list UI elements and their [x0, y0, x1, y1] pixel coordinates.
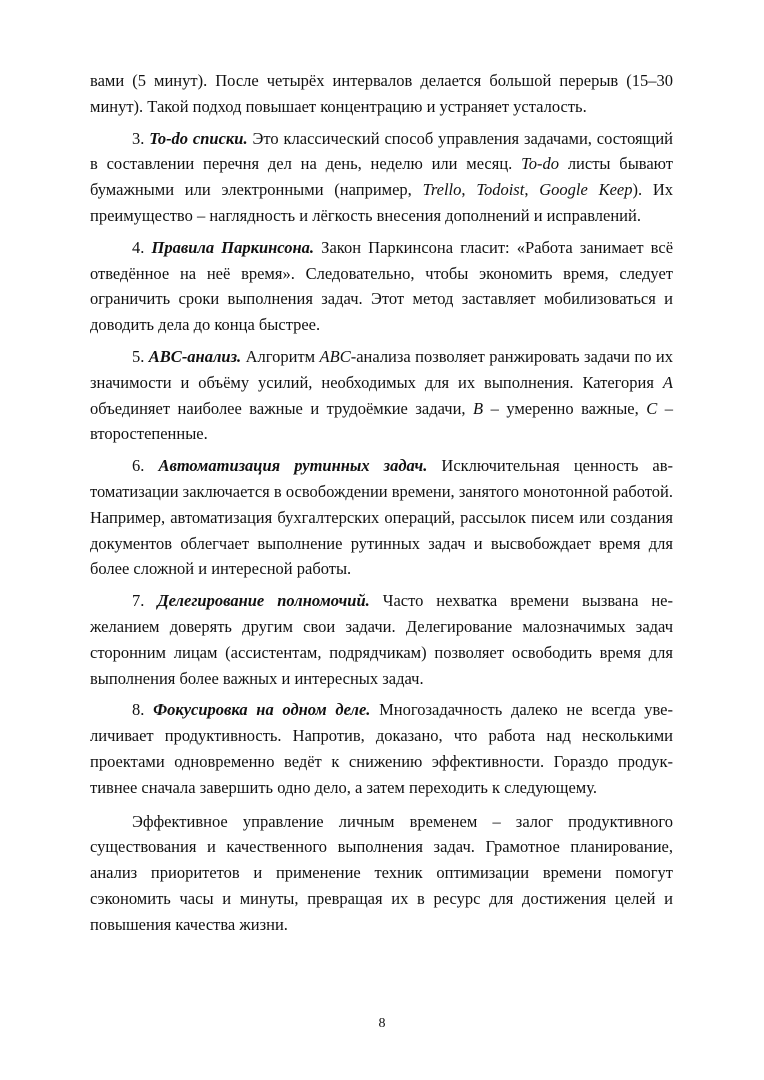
paragraph-text: Это классический способ управления задачами, состоящий в составлении перечня дел на день, неделю или месяц.	[90, 128, 673, 174]
paragraph-text: ). Их преимущество – наглядность и лёгкость внесения дополнений и исправлений.	[90, 180, 674, 225]
paragraph-delegation	[90, 588, 673, 691]
italic-term: C	[646, 398, 658, 418]
italic-term: Trello	[422, 180, 462, 200]
item-title: ABC-анализ.	[148, 346, 242, 366]
paragraph-text: Алгоритм	[245, 346, 316, 366]
paragraph-automation	[90, 453, 673, 582]
item-number: 3.	[132, 128, 145, 148]
paragraph-text: Закон Паркинсона гласит: «Работа занимает всё отведённое на неё время». Следовательно, чтобы экономить время, следует ограничить сроки выполнения задач. Этот метод заставляет мобилизоваться и доводить дела до конца быстрее.	[90, 237, 674, 335]
item-title: Фокусировка на одном деле.	[153, 700, 371, 720]
paragraph-text: Часто нехватка времени вызвана нежеланием доверять другим свои задачи. Делегирование малозначимых задач сторонним лицам (ассистентам, подрядчикам) позволяет освободить время для выполнения более важных и интересных задач.	[90, 591, 674, 688]
paragraph-text: ,	[461, 180, 466, 200]
item-title: Правила Паркинсона.	[151, 237, 315, 257]
paragraph-conclusion	[90, 809, 673, 938]
item-number: 7.	[132, 591, 145, 611]
paragraph-text: Эффективное управление личным временем – залог продуктивного существования и качественного выполнения задач. Грамотное планирование, анализ приоритетов и применение техник оптимизации времени помогут сэкономить часы и минуты, превращая их в ресурс для достижения целей и повышения качества жизни.	[90, 811, 673, 934]
italic-term: Google Keep	[539, 180, 633, 200]
paragraph-todo-lists	[90, 126, 673, 229]
italic-term: ABC	[319, 346, 351, 366]
page-number: 8	[378, 1016, 386, 1031]
body-text	[90, 68, 673, 938]
paragraph-text: Многозадачность далеко не всегда увеличивает продуктивность. Напротив, доказано, что работа над несколькими проектами одновременно ведёт к снижению эффективности. Гораздо продуктивнее сначала завершить одно дело, а затем переходить к следующему.	[90, 700, 674, 797]
item-title: Автоматизация рутинных задач.	[158, 456, 428, 476]
item-number: 8.	[132, 700, 145, 720]
paragraph-text: – второстепенные.	[90, 398, 673, 444]
paragraph-text: объединяет наиболее важные и трудоёмкие задачи,	[90, 398, 466, 418]
paragraph-text: листы бывают бумажными или электронными (например,	[90, 154, 674, 200]
paragraph-text: -анализа позволяет ранжировать задачи по их значимости и объёму усилий, необходимых для их выполнения. Категория	[90, 346, 674, 392]
item-number: 5.	[132, 346, 145, 366]
paragraph-abc-analysis	[90, 344, 673, 447]
italic-term: To-do	[521, 154, 560, 174]
italic-term: A	[662, 372, 673, 392]
paragraph-continuation	[90, 68, 673, 120]
paragraph-text: – умеренно важные,	[490, 398, 639, 418]
item-number: 4.	[132, 237, 145, 257]
italic-term: Todoist	[476, 180, 525, 200]
item-number: 6.	[132, 456, 145, 476]
paragraph-text: Исключительная ценность автоматизации заключается в освобождении времени, занятого монотонной работой. Например, автоматизация бухгалтерских операций, рассылок писем или создания документов облегчает выполнение рутинных задач и высвобождает время для более сложной и интересной работы.	[90, 456, 674, 579]
item-title: To-do списки.	[149, 128, 248, 148]
paragraph-text: ,	[524, 180, 529, 200]
paragraph-parkinson	[90, 235, 673, 338]
paragraph-text: вами (5 минут). После четырёх интервалов делается большой перерыв (15–30 минут). Такой подход повышает концентрацию и устраняет усталость.	[90, 71, 673, 116]
italic-term: B	[473, 398, 484, 418]
item-title: Делегирование полномочий.	[157, 591, 370, 611]
paragraph-focus	[90, 697, 673, 800]
